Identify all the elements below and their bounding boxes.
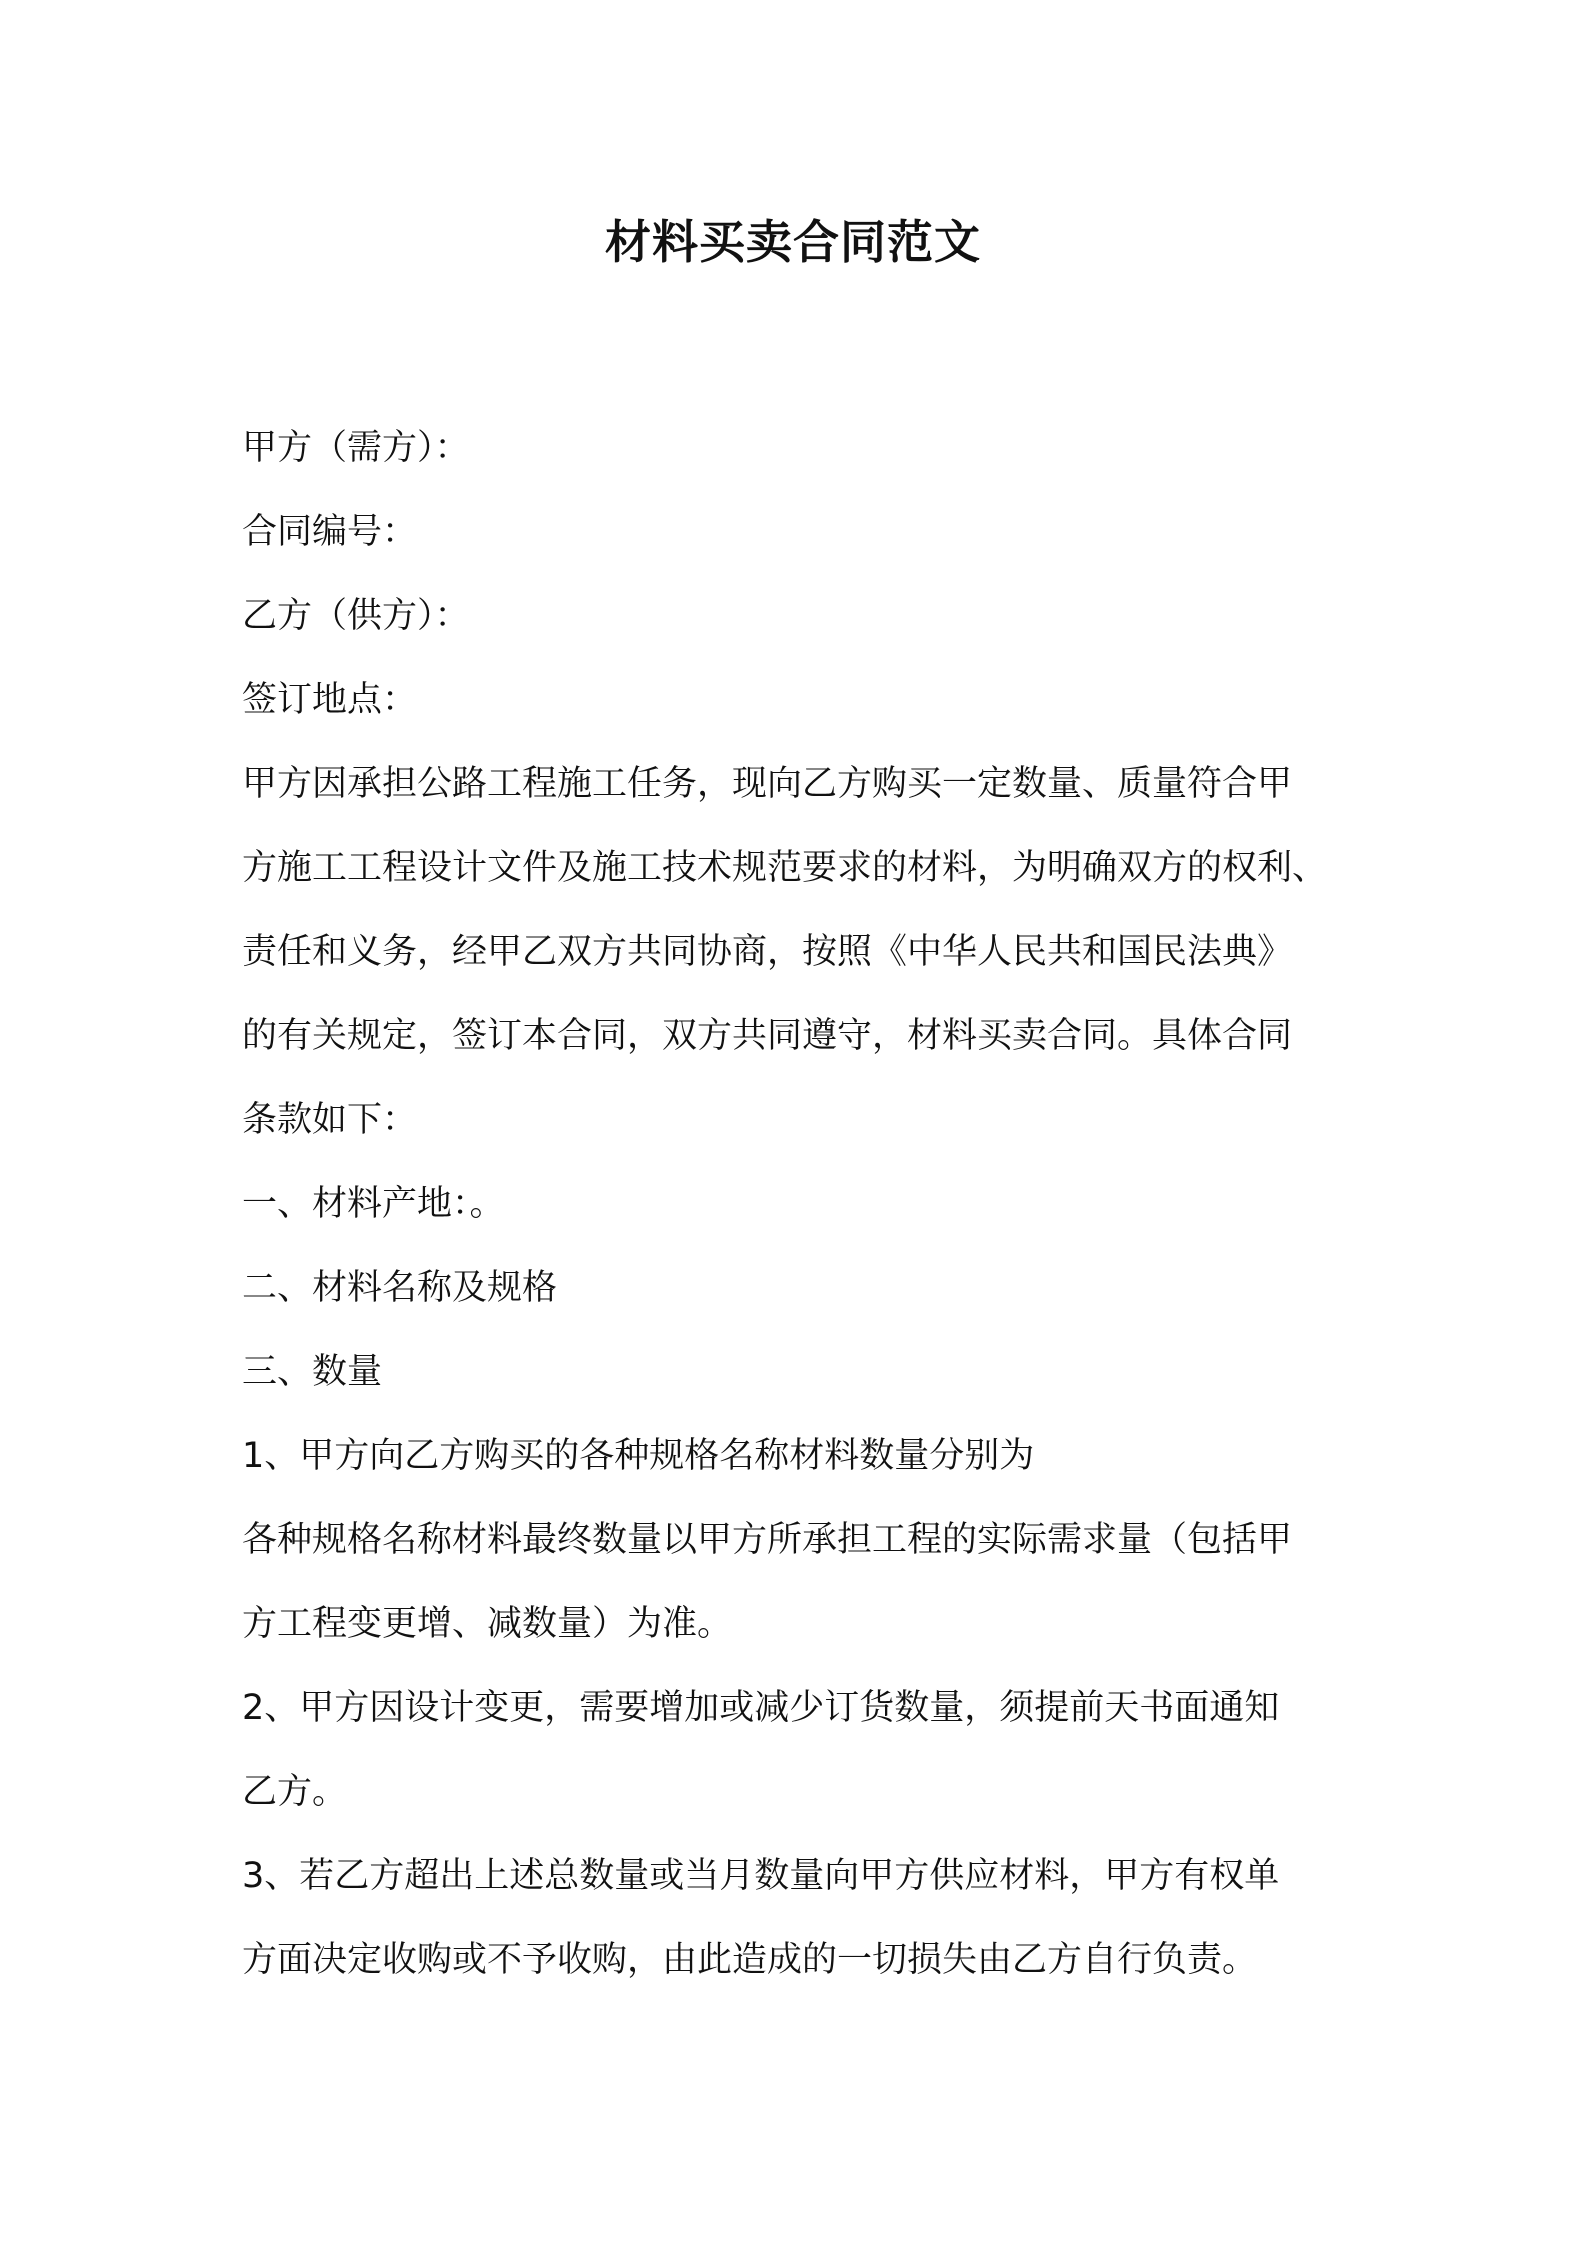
clause-item-line: 方面决定收购或不予收购，由此造成的一切损失由乙方自行负责。 xyxy=(242,1940,1258,1980)
clause-heading: 三、数量 xyxy=(242,1352,383,1392)
clause-item-line: 2、甲方因设计变更，需要增加或减少订货数量，须提前天书面通知 xyxy=(242,1688,1280,1728)
preamble-line: 责任和义务，经甲乙双方共同协商，按照《中华人民共和国民法典》 xyxy=(242,932,1293,972)
contract-number-line: 合同编号： xyxy=(242,512,418,552)
document-title: 材料买卖合同范文 xyxy=(605,215,981,269)
preamble-line: 的有关规定，签订本合同，双方共同遵守，材料买卖合同。具体合同 xyxy=(242,1016,1293,1056)
document-body xyxy=(242,406,1362,2002)
party-b-line: 乙方（供方）： xyxy=(242,596,470,636)
preamble-line: 条款如下： xyxy=(242,1100,418,1140)
clause-item-line: 各种规格名称材料最终数量以甲方所承担工程的实际需求量（包括甲 xyxy=(242,1520,1293,1560)
clause-item-line: 3、若乙方超出上述总数量或当月数量向甲方供应材料，甲方有权单 xyxy=(242,1856,1280,1896)
party-a-line: 甲方（需方）： xyxy=(242,428,470,468)
clause-heading: 二、材料名称及规格 xyxy=(242,1268,558,1308)
preamble-line: 方施工工程设计文件及施工技术规范要求的材料，为明确双方的权利、 xyxy=(242,848,1328,888)
clause-heading: 一、材料产地：。 xyxy=(242,1184,505,1224)
signing-place-line: 签订地点： xyxy=(242,680,418,720)
clause-item-line: 方工程变更增、减数量）为准。 xyxy=(242,1604,733,1644)
preamble-line: 甲方因承担公路工程施工任务，现向乙方购买一定数量、质量符合甲 xyxy=(242,764,1293,804)
clause-item-line: 1、甲方向乙方购买的各种规格名称材料数量分别为 xyxy=(242,1436,1035,1476)
clause-item-line: 乙方。 xyxy=(242,1772,348,1812)
